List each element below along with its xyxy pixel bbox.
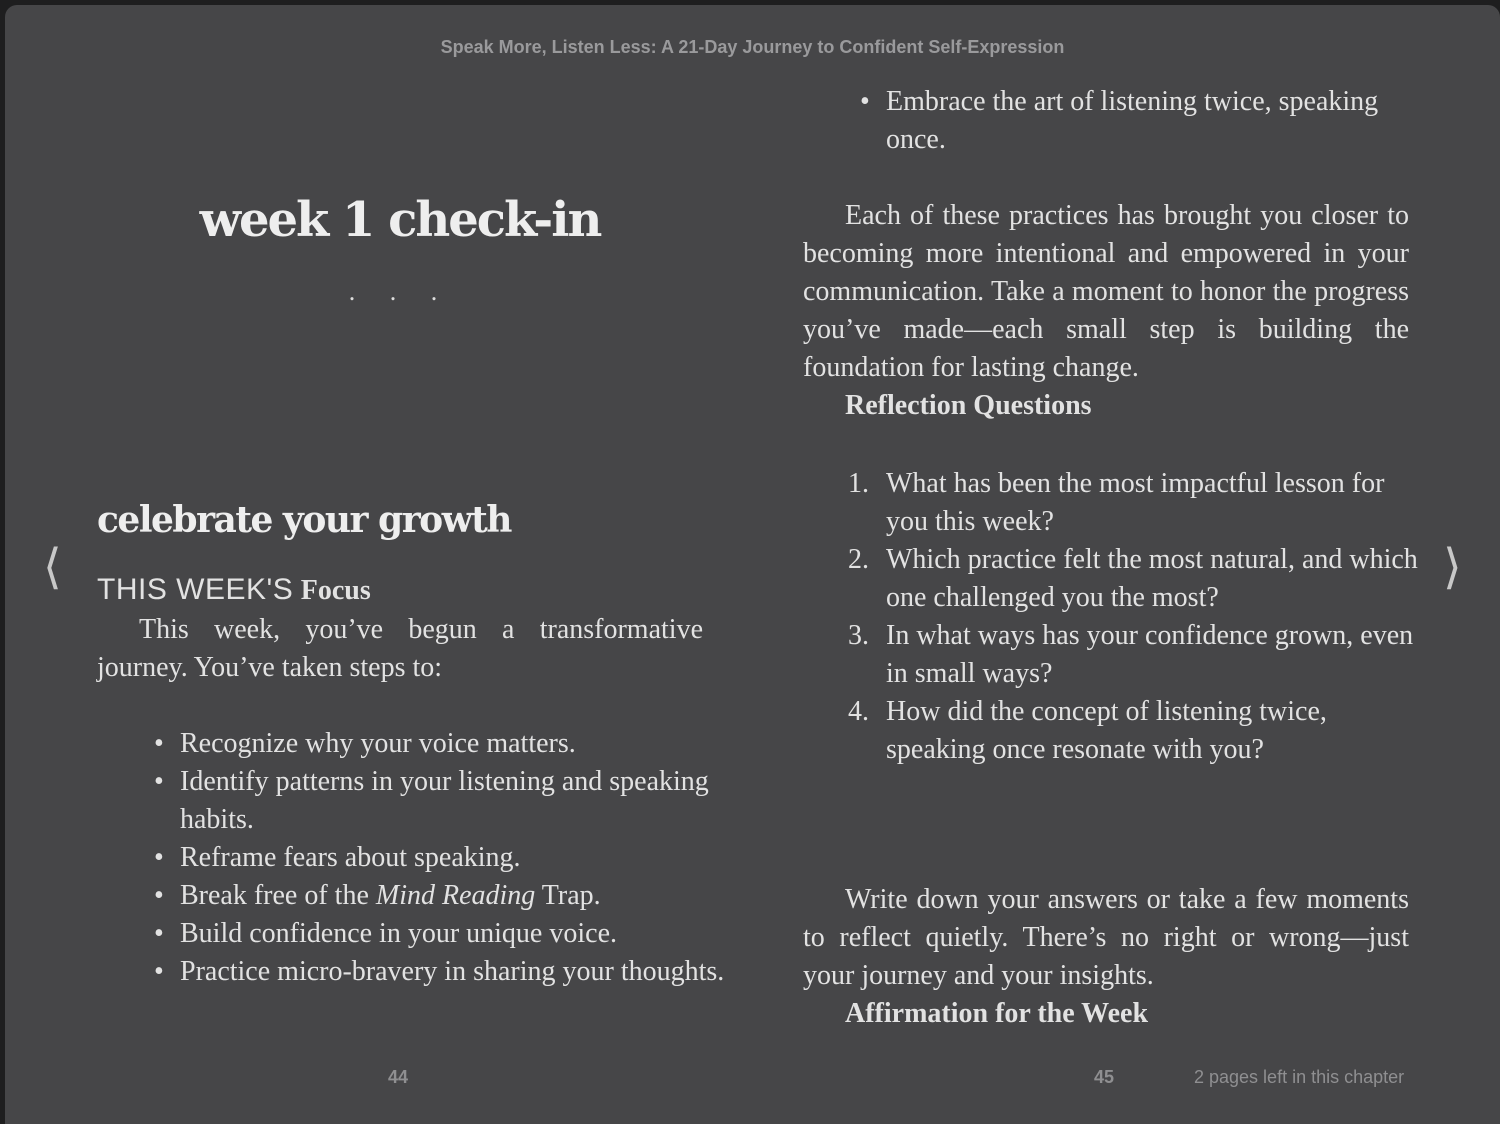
list-item	[848, 465, 1492, 541]
section-heading: celebrate your growth	[97, 499, 511, 541]
list-item: • Recognize why your voice matters.	[180, 725, 786, 763]
chapter-heading: week 1 check-in	[199, 192, 601, 248]
list-number: 3.	[848, 620, 869, 651]
reflection-questions-list	[803, 465, 1492, 769]
reader-window	[5, 5, 1500, 1124]
question-text: In what ways has your confidence grown, even in small ways?	[886, 620, 1414, 689]
next-page-icon[interactable]: ⟩	[1443, 539, 1462, 595]
reflect-paragraph: Write down your answers or take a few moments to reflect quietly. There’s no right or wrong—just your journey and your insights.	[803, 884, 1409, 991]
question-text: What has been the most impactful lesson for you this week?	[886, 468, 1385, 537]
steps-list	[97, 725, 786, 991]
list-number: 2.	[848, 544, 869, 575]
ornament-divider: . . .	[348, 277, 452, 306]
pages-left-indicator: 2 pages left in this chapter	[1194, 1067, 1405, 1087]
page-number-left: 44	[388, 1067, 409, 1087]
list-item-text: Break free of the	[180, 880, 376, 911]
list-item: • Embrace the art of listening twice, speaking once.	[886, 83, 1492, 159]
list-item: • Build confidence in your unique voice.	[180, 915, 786, 953]
list-item	[848, 541, 1492, 617]
reflection-heading: Reflection Questions	[845, 390, 1092, 421]
focus-heading	[97, 571, 371, 610]
list-item	[180, 877, 786, 915]
list-item: • Reframe fears about speaking.	[180, 839, 786, 877]
right-page	[803, 5, 1418, 1115]
carryover-list	[803, 83, 1492, 159]
focus-heading-caps: THIS WEEK'S	[97, 573, 294, 606]
intro-paragraph: This week, you’ve begun a transformative journey. You’ve taken steps to:	[97, 614, 703, 683]
list-number: 4.	[848, 696, 869, 727]
list-item	[848, 617, 1492, 693]
list-item: • Practice micro-bravery in sharing your thoughts.	[180, 953, 786, 991]
list-item-text: Trap.	[535, 880, 601, 911]
list-item: • Identify patterns in your listening and speaking habits.	[180, 763, 786, 839]
previous-page-icon[interactable]: ⟨	[43, 539, 62, 595]
question-text: How did the concept of listening twice, speaking once resonate with you?	[886, 696, 1327, 765]
focus-heading-word: Focus	[300, 575, 371, 606]
list-item	[848, 693, 1492, 769]
left-page	[97, 5, 725, 1115]
progress-paragraph: Each of these practices has brought you closer to becoming more intentional and empowered in your communication. Take a moment to honor the progress you’ve made—each small step is building the foundation for lasting change.	[803, 200, 1409, 383]
page-number-right: 45	[1094, 1067, 1115, 1087]
question-text: Which practice felt the most natural, and which one challenged you the most?	[886, 544, 1418, 613]
affirmation-heading: Affirmation for the Week	[845, 998, 1149, 1029]
book-title: Speak More, Listen Less: A 21-Day Journey to Confident Self-Expression	[440, 37, 1065, 57]
list-number: 1.	[848, 468, 869, 499]
list-item-emphasis: Mind Reading	[375, 880, 536, 911]
